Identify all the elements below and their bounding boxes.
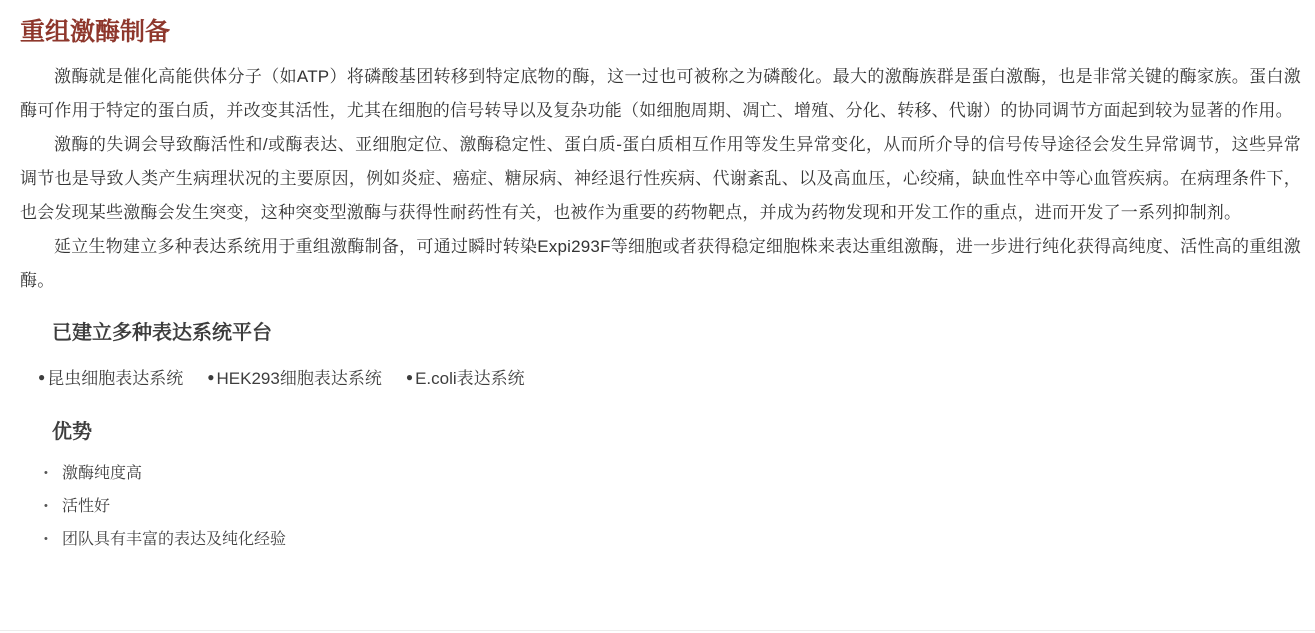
bullet-icon: ● [207, 369, 215, 384]
advantages-list [20, 457, 1301, 556]
page-title: 重组激酶制备 [20, 18, 171, 46]
platforms-list [38, 364, 1301, 389]
intro-paragraph-1: 激酶就是催化高能供体分子（如ATP）将磷酸基团转移到特定底物的酶，这一过也可被称之为磷酸化。最大的激酶族群是蛋白激酶，也是非常关键的酶家族。蛋白激酶可作用于特定的蛋白质，并改变其活性，尤其在细胞的信号转导以及复杂功能（如细胞周期、凋亡、增殖、分化、转移、代谢）的协同调节方面起到较为显著的作用。 [20, 67, 1301, 120]
platform-item [38, 364, 183, 389]
platform-item [406, 364, 525, 389]
platform-label: E.coli表达系统 [415, 369, 525, 388]
bottom-divider [0, 630, 1315, 631]
advantage-label: 活性好 [62, 498, 111, 515]
bullet-icon: ● [38, 369, 46, 384]
advantage-label: 团队具有丰富的表达及纯化经验 [62, 531, 287, 548]
dot-icon: • [44, 533, 48, 545]
advantage-item [20, 490, 1301, 523]
platform-item [207, 364, 382, 389]
dot-icon: • [44, 467, 48, 479]
platforms-heading: 已建立多种表达系统平台 [52, 322, 272, 344]
bullet-icon: ● [405, 369, 414, 384]
intro-paragraph-3: 延立生物建立多种表达系统用于重组激酶制备，可通过瞬时转染Expi293F等细胞或者获得稳定细胞株来表达重组激酶，进一步进行纯化获得高纯度、活性高的重组激酶。 [20, 237, 1301, 290]
intro-paragraph-2: 激酶的失调会导致酶活性和/或酶表达、亚细胞定位、激酶稳定性、蛋白质-蛋白质相互作用等发生异常变化，从而所介导的信号传导途径会发生异常调节，这些异常调节也是导致人类产生病理状况的主要原因，例如炎症、癌症、糖尿病、神经退行性疾病、代谢紊乱、以及高血压，心绞痛，缺血性卒中等心血管疾病。在病理条件下，也会发现某些激酶会发生突变，这种突变型激酶与获得性耐药性有关，也被作为重要的药物靶点，并成为药物发现和开发工作的重点，进而开发了一系列抑制剂。 [20, 135, 1301, 222]
platform-label: 昆虫细胞表达系统 [47, 369, 184, 388]
advantage-item [20, 457, 1301, 490]
advantages-heading: 优势 [52, 421, 92, 443]
advantage-label: 激酶纯度高 [62, 465, 143, 482]
advantage-item [20, 523, 1301, 556]
dot-icon: • [44, 500, 48, 512]
platform-label: HEK293细胞表达系统 [216, 369, 382, 388]
